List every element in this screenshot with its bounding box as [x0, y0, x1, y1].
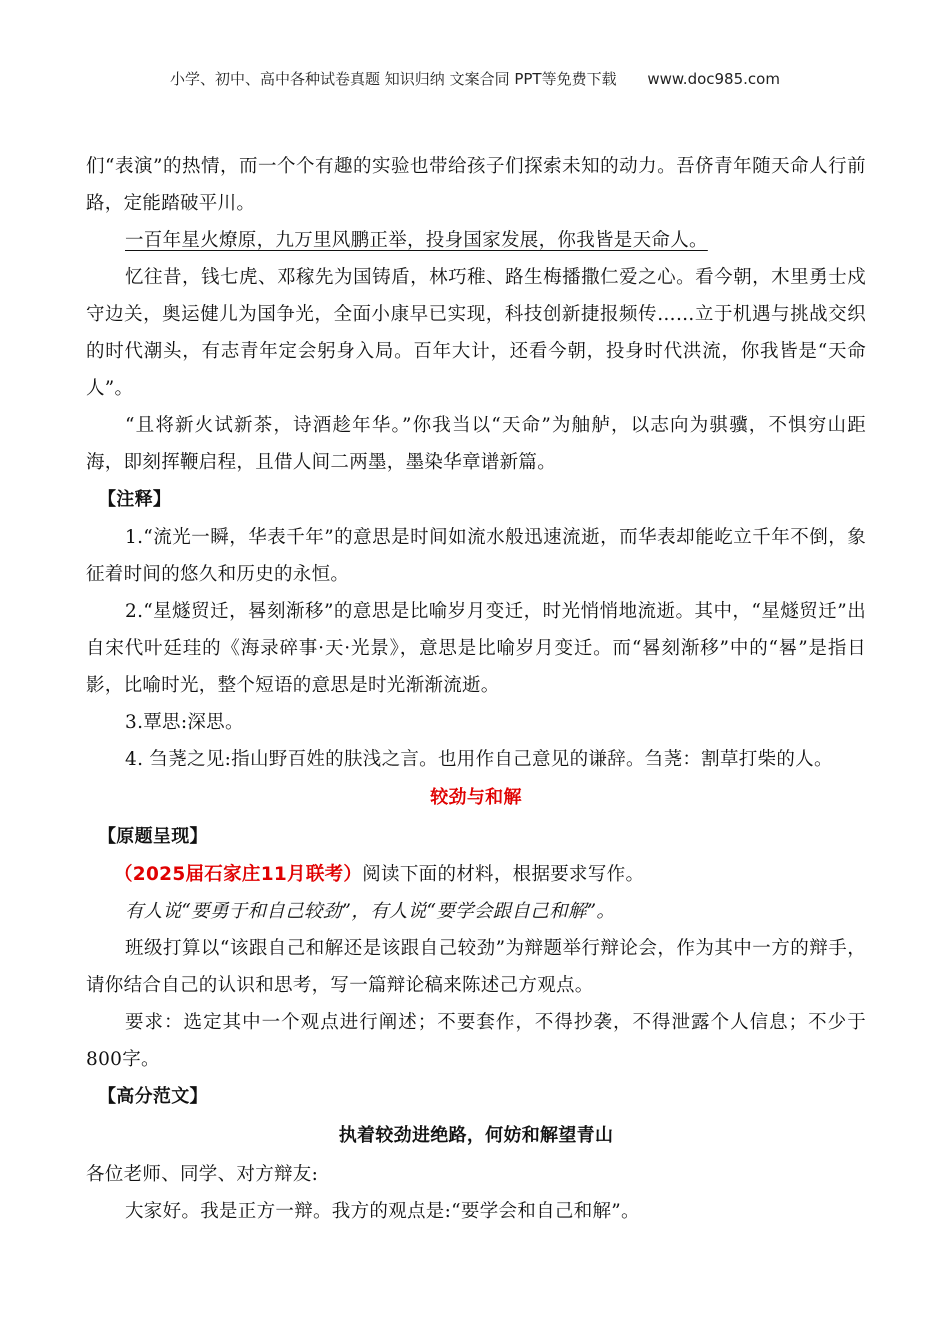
notes-heading: 【注释】	[98, 489, 172, 510]
section-title: 较劲与和解	[430, 787, 522, 808]
note-item: 2.“星燧贸迁，晷刻渐移”的意思是比喻岁月变迁，时光悄悄地流逝。其中，“星燧贸迁”出自宋代叶廷珪的《海录碎事·天·光景》，意思是比喻岁月变迁。而“晷刻渐移”中的“晷”是指日影，比喻时光，整个短语的意思是时光渐渐流逝。	[86, 601, 866, 696]
original-heading: 【原题呈现】	[98, 826, 208, 847]
salutation: 各位老师、同学、对方辩友:	[86, 1164, 319, 1185]
sample-heading: 【高分范文】	[98, 1086, 208, 1107]
source-line	[86, 856, 866, 893]
opening-paragraph: 大家好。我是正方一辩。我方的观点是:“要学会和自己和解”。	[125, 1201, 640, 1222]
paragraph-1: 们“表演”的热情，而一个个有趣的实验也带给孩子们探索未知的动力。吾侪青年随天命人行前路，定能踏破平川。	[86, 156, 866, 214]
header-text: 小学、初中、高中各种试卷真题 知识归纳 文案合同 PPT等免费下载	[170, 70, 617, 88]
note-item: 1.“流光一瞬，华表千年”的意思是时间如流水般迅速流逝，而华表却能屹立千年不倒，象征着时间的悠久和历史的永恒。	[86, 527, 866, 585]
paragraph-2: 忆往昔，钱七虎、邓稼先为国铸盾，林巧稚、路生梅播撒仁爱之心。看今朝，木里勇士戍守边关，奥运健儿为国争光，全面小康早已实现，科技创新捷报频传……立于机遇与挑战交织的时代潮头，有志青年定会躬身入局。百年大计，还看今朝，投身时代洪流，你我皆是“天命人”。	[86, 267, 866, 399]
underlined-text: 一百年星火燎原，九万里风鹏正举，投身国家发展，你我皆是天命人。	[125, 230, 708, 251]
document-body	[86, 148, 866, 1230]
source-tail: 阅读下面的材料，根据要求写作。	[362, 864, 645, 885]
note-item: 4. 刍荛之见:指山野百姓的肤浅之言。也用作自己意见的谦辞。刍荛：割草打柴的人。	[125, 749, 833, 770]
essay-title: 执着较劲进绝路，何妨和解望青山	[338, 1125, 614, 1146]
note-item: 3.覃思:深思。	[125, 712, 244, 733]
source-label: （2025届石家庄11月联考）	[114, 864, 363, 885]
quote-line: 有人说“要勇于和自己较劲”，有人说“要学会跟自己和解”。	[125, 901, 616, 922]
requirement-paragraph: 要求：选定其中一个观点进行阐述；不要套作，不得抄袭，不得泄露个人信息；不少于800字。	[86, 1012, 866, 1070]
paragraph-3: “且将新火试新茶，诗酒趁年华。”你我当以“天命”为舳舻，以志向为骐骥，不惧穷山距海，即刻挥鞭启程，且借人间二两墨，墨染华章谱新篇。	[86, 415, 866, 473]
header-site-link[interactable]: www.doc985.com	[647, 70, 780, 88]
task-paragraph: 班级打算以“该跟自己和解还是该跟自己较劲”为辩题举行辩论会，作为其中一方的辩手，请你结合自己的认识和思考，写一篇辩论稿来陈述己方观点。	[86, 938, 866, 996]
page-header	[0, 68, 950, 89]
underlined-sentence	[86, 222, 866, 259]
